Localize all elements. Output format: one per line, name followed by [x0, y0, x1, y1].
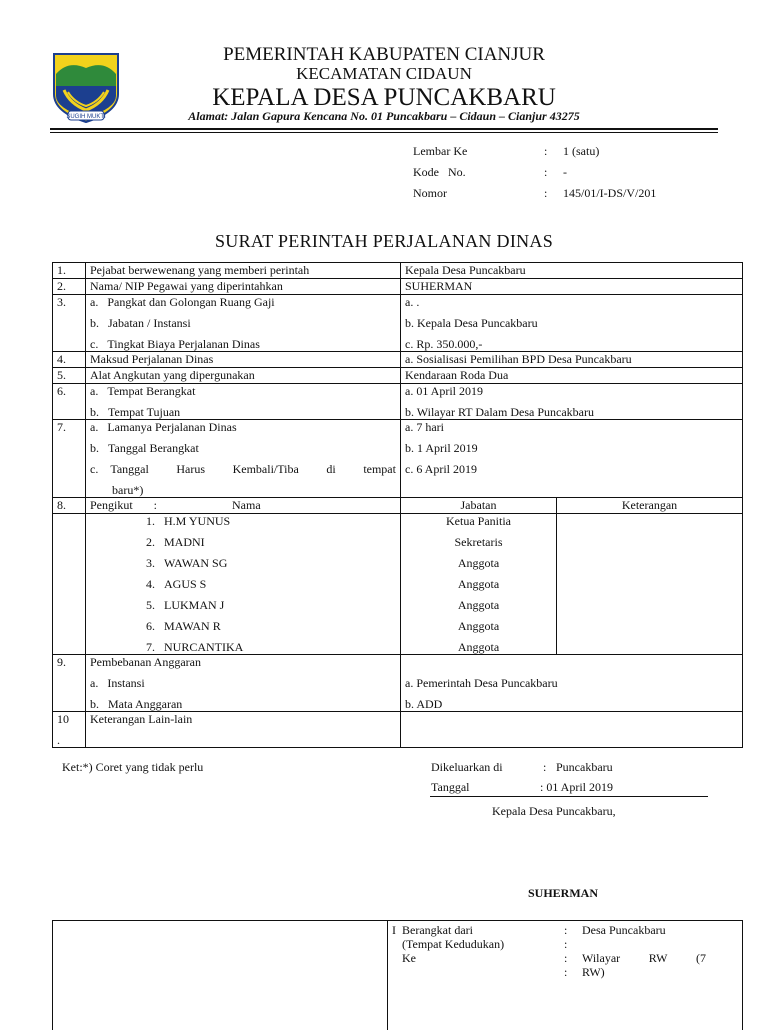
item-label: Jabatan / Instansi	[108, 316, 191, 330]
issued-label: Dikeluarkan di	[431, 760, 503, 775]
list-item: Sekretaris	[405, 535, 552, 556]
list-item: 4. AGUS S	[146, 577, 396, 598]
meta-code-label: Kode No.	[413, 165, 466, 180]
item-value: b. Kepala Desa Puncakbaru	[405, 316, 738, 337]
list-item: 5. LUKMAN J	[146, 598, 396, 619]
item-marker: b.	[90, 697, 99, 711]
row-number: 9.	[53, 655, 86, 712]
list-item: 7. NURCANTIKA	[146, 640, 396, 654]
item-value: b. ADD	[405, 697, 738, 711]
column-remarks: Keterangan	[557, 498, 743, 514]
row-3	[53, 295, 743, 352]
item-label-word: Kembali/Tiba	[233, 462, 299, 483]
colon: :	[564, 951, 567, 965]
item-label: Instansi	[107, 676, 144, 690]
companion-remarks	[557, 514, 743, 655]
row-label-group	[86, 295, 401, 352]
row-4	[53, 352, 743, 368]
header-government: PEMERINTAH KABUPATEN CIANJUR	[0, 44, 768, 66]
destination-word: RW	[649, 951, 668, 965]
header-rule-thick	[50, 128, 718, 130]
companions-label: Pengikut	[90, 498, 133, 512]
item-label-word: Harus	[176, 462, 205, 483]
item-value: a. .	[405, 295, 738, 316]
colon: :	[564, 937, 567, 951]
header-rule-thin	[50, 132, 718, 133]
row-number: 3.	[53, 295, 86, 352]
footnote: Ket:*) Coret yang tidak perlu	[62, 760, 203, 775]
logo-motto: SUGIH MUKTI	[66, 114, 106, 120]
row-value-group	[401, 655, 743, 712]
item-label-word: di	[326, 462, 335, 483]
row-5	[53, 368, 743, 384]
row-label-group	[86, 384, 401, 420]
destination-word: Wilayar	[582, 951, 620, 965]
item-value: a. 7 hari	[405, 420, 738, 441]
meta-sheet-value: 1 (satu)	[563, 144, 599, 159]
companion-positions	[401, 514, 557, 655]
item-marker: c.	[90, 462, 98, 483]
row-number: 2.	[53, 279, 86, 295]
item-marker: b.	[90, 316, 99, 330]
document-title: SURAT PERINTAH PERJALANAN DINAS	[0, 231, 768, 252]
item-label-word: Tanggal	[110, 462, 148, 483]
item-marker: b.	[90, 441, 99, 455]
row-value: a. Sosialisasi Pemilihan BPD Desa Puncakbaru	[401, 352, 743, 368]
row-number: 6.	[53, 384, 86, 420]
header-village-head: KEPALA DESA PUNCAKBARU	[0, 84, 768, 112]
row-label: Pejabat berwewenang yang memberi perintah	[86, 263, 401, 279]
companions-header	[86, 498, 401, 514]
header-address: Alamat: Jalan Gapura Kencana No. 01 Puncakbaru – Cidaun – Cianjur 43275	[0, 109, 768, 124]
destination-label: Ke	[402, 951, 416, 965]
row-label-group	[86, 655, 401, 712]
list-item: Anggota	[405, 598, 552, 619]
list-item: Anggota	[405, 640, 552, 654]
travel-order-table	[52, 262, 743, 748]
item-value: b. 1 April 2019	[405, 441, 738, 462]
row-value-group	[401, 295, 743, 352]
departure-from-label: Berangkat dari	[402, 923, 473, 937]
row-8-header	[53, 498, 743, 514]
list-item: 3. WAWAN SG	[146, 556, 396, 577]
meta-colon: :	[544, 144, 547, 159]
meta-code-value: -	[563, 165, 567, 180]
meta-number-value: 145/01/I-DS/V/201	[563, 186, 656, 201]
departure-cell	[388, 921, 743, 1030]
meta-colon: :	[544, 165, 547, 180]
item-marker: c.	[90, 337, 98, 351]
list-item: Anggota	[405, 556, 552, 577]
row-number: 7.	[53, 420, 86, 498]
row-1	[53, 263, 743, 279]
list-item: Anggota	[405, 577, 552, 598]
row-label: Nama/ NIP Pegawai yang diperintahkan	[86, 279, 401, 295]
colon: :	[543, 760, 546, 775]
empty-cell	[53, 921, 388, 1030]
date-label: Tanggal	[431, 780, 469, 795]
item-marker: a.	[90, 676, 98, 690]
header-district: KECAMATAN CIDAUN	[0, 64, 768, 84]
departure-from-value: Desa Puncakbaru	[582, 923, 666, 937]
meta-sheet-label: Lembar Ke	[413, 144, 467, 159]
item-label: Lamanya Perjalanan Dinas	[107, 420, 236, 434]
home-base-label: (Tempat Kedudukan)	[402, 937, 504, 951]
companion-names	[86, 514, 401, 655]
item-label: Mata Anggaran	[108, 697, 182, 711]
item-value: a. 01 April 2019	[405, 384, 738, 405]
companions-colon: :	[154, 498, 157, 512]
list-item: 1. H.M YUNUS	[146, 514, 396, 535]
item-label-justified	[90, 462, 396, 483]
departure-table	[52, 920, 743, 1030]
row-2	[53, 279, 743, 295]
row-number: 10 .	[53, 712, 86, 748]
item-value: c. Rp. 350.000,-	[405, 337, 738, 351]
row-value-group	[401, 384, 743, 420]
date-value: 01 April 2019	[546, 780, 613, 794]
row-value: Kepala Desa Puncakbaru	[401, 263, 743, 279]
item-marker: a.	[90, 384, 98, 398]
list-item: Anggota	[405, 619, 552, 640]
item-value: c. 6 April 2019	[405, 462, 738, 483]
row-6	[53, 384, 743, 420]
list-item: 6. MAWAN R	[146, 619, 396, 640]
row-label-group	[86, 420, 401, 498]
row-number: 8.	[53, 498, 86, 514]
item-label: Tingkat Biaya Perjalanan Dinas	[107, 337, 260, 351]
item-label: Tempat Tujuan	[108, 405, 180, 419]
row-value: Kendaraan Roda Dua	[401, 368, 743, 384]
item-label: Tempat Berangkat	[107, 384, 195, 398]
row-label: Pembebanan Anggaran	[90, 655, 396, 676]
item-value: b. Wilayar RT Dalam Desa Puncakbaru	[405, 405, 738, 419]
row-8-people	[53, 514, 743, 655]
date-underline	[430, 796, 708, 797]
column-name: Nama	[232, 498, 261, 512]
row-9	[53, 655, 743, 712]
item-label: Pangkat dan Golongan Ruang Gaji	[107, 295, 274, 309]
roman-numeral: I	[392, 923, 396, 937]
row-value: SUHERMAN	[401, 279, 743, 295]
list-item: 2. MADNI	[146, 535, 396, 556]
item-value: a. Pemerintah Desa Puncakbaru	[405, 676, 738, 697]
colon: :	[564, 923, 567, 937]
date-value-wrapper: : 01 April 2019	[540, 780, 613, 795]
row-7	[53, 420, 743, 498]
signer-name: SUHERMAN	[528, 886, 598, 901]
item-label-word: tempat	[363, 462, 396, 483]
list-item: Ketua Panitia	[405, 514, 552, 535]
colon: :	[564, 965, 567, 979]
row-number: 4.	[53, 352, 86, 368]
signer-position: Kepala Desa Puncakbaru,	[492, 804, 616, 819]
row-10	[53, 712, 743, 748]
row-label: Keterangan Lain-lain	[86, 712, 401, 748]
item-marker: b.	[90, 405, 99, 419]
item-marker: a.	[90, 420, 98, 434]
meta-colon: :	[544, 186, 547, 201]
destination-word: (7	[696, 951, 706, 965]
item-label-continued: baru*)	[90, 483, 396, 497]
row-value	[401, 712, 743, 748]
row-number: 5.	[53, 368, 86, 384]
issued-value: Puncakbaru	[556, 760, 613, 775]
row-value-group	[401, 420, 743, 498]
item-label: Tanggal Berangkat	[108, 441, 199, 455]
row-label: Maksud Perjalanan Dinas	[86, 352, 401, 368]
item-marker: a.	[90, 295, 98, 309]
meta-number-label: Nomor	[413, 186, 447, 201]
destination-value-cont: RW)	[582, 965, 605, 979]
row-label: Alat Angkutan yang dipergunakan	[86, 368, 401, 384]
column-position: Jabatan	[401, 498, 557, 514]
row-number: 1.	[53, 263, 86, 279]
destination-value	[582, 951, 706, 965]
